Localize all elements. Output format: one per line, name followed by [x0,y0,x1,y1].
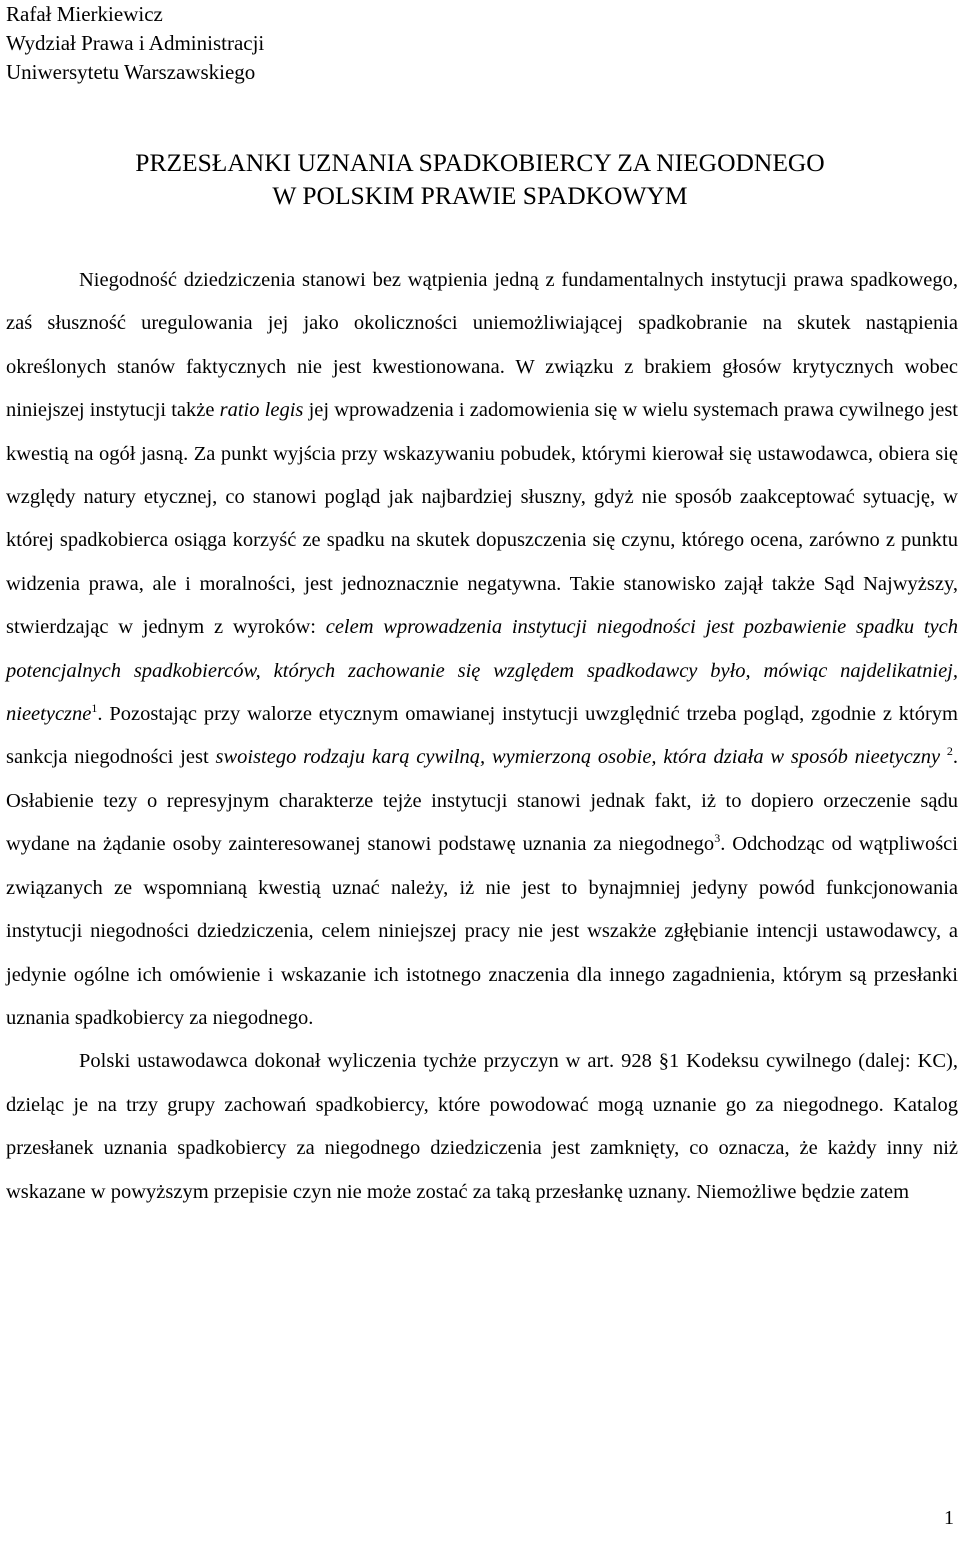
body-text [6,259,958,1214]
paragraph-1 [6,259,958,1040]
author-university: Uniwersytetu Warszawskiego [6,60,256,84]
document-title [0,146,960,212]
footnote-ref-3[interactable]: 3 [714,831,721,846]
paragraph-1-text-c: . Pozostając przy walorze etycznym omawianej instytucji uwzględnić trzeba pogląd, zgodnie z którym sankcja niegodności jest [6,703,958,769]
author-block [6,0,264,87]
author-name: Rafał Mierkiewicz [6,2,163,26]
paragraph-1-text-e: . Odchodząc od wątpliwości związanych ze wspomnianą kwestią uznać należy, iż nie jest to bynajmniej jedyny powód funkcjonowania instytucji niegodności dziedziczenia, celem niniejszej pracy nie jest wszakże zgłębianie intencji ustawodawcy, a jedynie ogólne ich omówienie i wskazanie ich istotnego znaczenia dla innego zagadnienia, którym są przesłanki uznania spadkobiercy za niegodnego. [6,833,958,1029]
paragraph-1-text-b: jej wprowadzenia i zadomowienia się w wielu systemach prawa cywilnego jest kwestią na ogół jasną. Za punkt wyjścia przy wskazywaniu pobudek, którymi kierował się ustawodawca, obiera się względy natury etycznej, co stanowi pogląd jak najbardziej słuszny, gdyż nie sposób zaakceptować sytuację, w której spadkobierca osiąga korzyść ze spadku na skutek dopuszczenia się czynu, którego ocena, zarówno z punktu widzenia prawa, ale i moralności, jest jednoznacznie negatywna. Takie stanowisko zajął także Sąd Najwyższy, stwierdzając w jednym z wyroków: [6,399,958,639]
paragraph-1-text-a: Niegodność dziedziczenia stanowi bez wątpienia jedną z fundamentalnych instytucji prawa spadkowego, zaś słuszność uregulowania jej jako okoliczności uniemożliwiającej spadkobranie na skutek nastąpienia określonych stanów faktycznych nie jest kwestionowana. W związku z brakiem głosów krytycznych wobec niniejszej instytucji także [6,269,958,422]
author-faculty: Wydział Prawa i Administracji [6,31,265,55]
page-number: 1 [944,1507,954,1529]
paragraph-2: Polski ustawodawca dokonał wyliczenia tychże przyczyn w art. 928 §1 Kodeksu cywilnego (dalej: KC), dzieląc je na trzy grupy zachowań spadkobiercy, które powodować mogą uznanie go za niegodnego. Katalog przesłanek uznania spadkobiercy za niegodnego dziedziczenia jest zamknięty, co oznacza, że każdy inny niż wskazane w powyższym przepisie czyn nie może zostać za taką przesłankę uznany. Niemożliwe będzie zatem [6,1050,958,1203]
civil-penalty-quote: swoistego rodzaju karą cywilną, wymierzoną osobie, która działa w sposób nieetyczny [215,746,941,769]
footnote-ref-2[interactable]: 2 [946,744,953,759]
title-line-2: W POLSKIM PRAWIE SPADKOWYM [272,181,688,210]
footnote-ref-1[interactable]: 1 [91,701,98,716]
ratio-legis-term: ratio legis [219,399,304,422]
title-line-1: PRZESŁANKI UZNANIA SPADKOBIERCY ZA NIEGODNEGO [135,148,825,177]
supreme-court-quote: celem wprowadzenia instytucji niegodności jest pozbawienie spadku tych potencjalnych spadkobierców, których zachowanie się względem spadkodawcy było, mówiąc najdelikatniej, nieetyczne [6,616,958,726]
paragraph-1-text-d: . Osłabienie tezy o represyjnym charakterze tejże instytucji stanowi jednak fakt, iż to dopiero orzeczenie sądu wydane na żądanie osoby zainteresowanej stanowi podstawę uznania za niegodnego [6,746,958,856]
